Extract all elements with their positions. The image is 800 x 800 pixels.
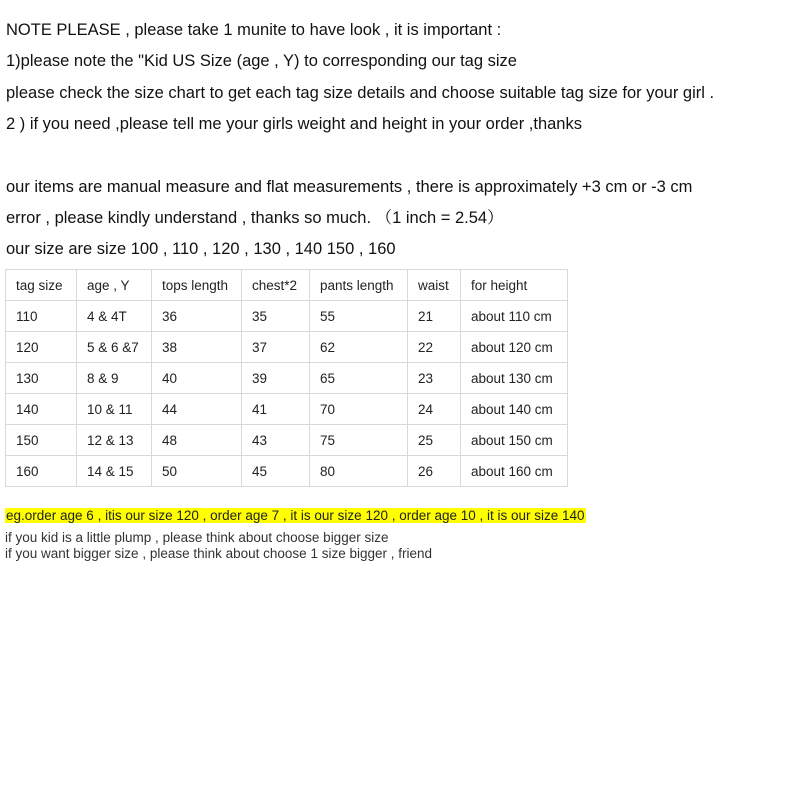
note-line-3: 2 ) if you need ,please tell me your girls weight and height in your order ,thanks: [6, 115, 582, 133]
table-cell: 160: [6, 456, 77, 487]
measure-note-line-1: our items are manual measure and flat measurements , there is approximately +3 cm or -3 cm: [6, 178, 693, 196]
available-sizes-line: our size are size 100 , 110 , 120 , 130 , 140 150 , 160: [6, 240, 396, 258]
plump-size-tip: if you kid is a little plump , please think about choose bigger size: [5, 530, 389, 545]
header-tag-size: tag size: [6, 270, 77, 301]
table-cell: 43: [242, 425, 310, 456]
table-row: [6, 456, 568, 487]
header-for-height: for height: [461, 270, 568, 301]
table-cell: 21: [408, 301, 461, 332]
table-cell: 48: [152, 425, 242, 456]
table-cell: 23: [408, 363, 461, 394]
table-cell: 45: [242, 456, 310, 487]
table-cell: 50: [152, 456, 242, 487]
table-cell: 4 & 4T: [77, 301, 152, 332]
table-cell: about 160 cm: [461, 456, 568, 487]
table-cell: about 130 cm: [461, 363, 568, 394]
measure-note-line-2: error , please kindly understand , thanks so much. （1 inch = 2.54）: [6, 209, 504, 227]
table-cell: 140: [6, 394, 77, 425]
table-cell: 10 & 11: [77, 394, 152, 425]
note-line-1: 1)please note the "Kid US Size (age , Y) to corresponding our tag size: [6, 52, 517, 70]
table-row: [6, 332, 568, 363]
table-cell: 14 & 15: [77, 456, 152, 487]
table-cell: 38: [152, 332, 242, 363]
header-age: age , Y: [77, 270, 152, 301]
table-cell: 65: [310, 363, 408, 394]
table-cell: 5 & 6 &7: [77, 332, 152, 363]
table-cell: about 110 cm: [461, 301, 568, 332]
table-cell: 44: [152, 394, 242, 425]
table-cell: about 120 cm: [461, 332, 568, 363]
table-row: [6, 363, 568, 394]
table-cell: 12 & 13: [77, 425, 152, 456]
table-cell: 55: [310, 301, 408, 332]
table-cell: 130: [6, 363, 77, 394]
note-line-2: please check the size chart to get each tag size details and choose suitable tag size for your girl .: [6, 84, 715, 102]
table-cell: 37: [242, 332, 310, 363]
table-header-row: [6, 270, 568, 301]
header-tops-length: tops length: [152, 270, 242, 301]
size-example-note: [5, 508, 586, 524]
table-row: [6, 425, 568, 456]
table-cell: about 140 cm: [461, 394, 568, 425]
table-cell: 70: [310, 394, 408, 425]
header-waist: waist: [408, 270, 461, 301]
table-cell: 40: [152, 363, 242, 394]
table-cell: 26: [408, 456, 461, 487]
table-cell: 25: [408, 425, 461, 456]
table-cell: 110: [6, 301, 77, 332]
table-cell: 39: [242, 363, 310, 394]
table-cell: 62: [310, 332, 408, 363]
table-cell: 75: [310, 425, 408, 456]
table-cell: 36: [152, 301, 242, 332]
size-chart-table: [5, 269, 568, 487]
table-cell: 41: [242, 394, 310, 425]
table-cell: 22: [408, 332, 461, 363]
table-cell: 8 & 9: [77, 363, 152, 394]
table-cell: 120: [6, 332, 77, 363]
note-heading: NOTE PLEASE , please take 1 munite to have look , it is important :: [6, 21, 502, 39]
table-cell: about 150 cm: [461, 425, 568, 456]
header-pants-length: pants length: [310, 270, 408, 301]
table-cell: 35: [242, 301, 310, 332]
table-cell: 24: [408, 394, 461, 425]
highlighted-example-text: eg.order age 6 , itis our size 120 , order age 7 , it is our size 120 , order age 10 , it is our size 140: [6, 508, 585, 523]
table-row: [6, 301, 568, 332]
bigger-size-tip: if you want bigger size , please think about choose 1 size bigger , friend: [5, 546, 433, 561]
header-chest: chest*2: [242, 270, 310, 301]
table-cell: 80: [310, 456, 408, 487]
table-row: [6, 394, 568, 425]
table-cell: 150: [6, 425, 77, 456]
